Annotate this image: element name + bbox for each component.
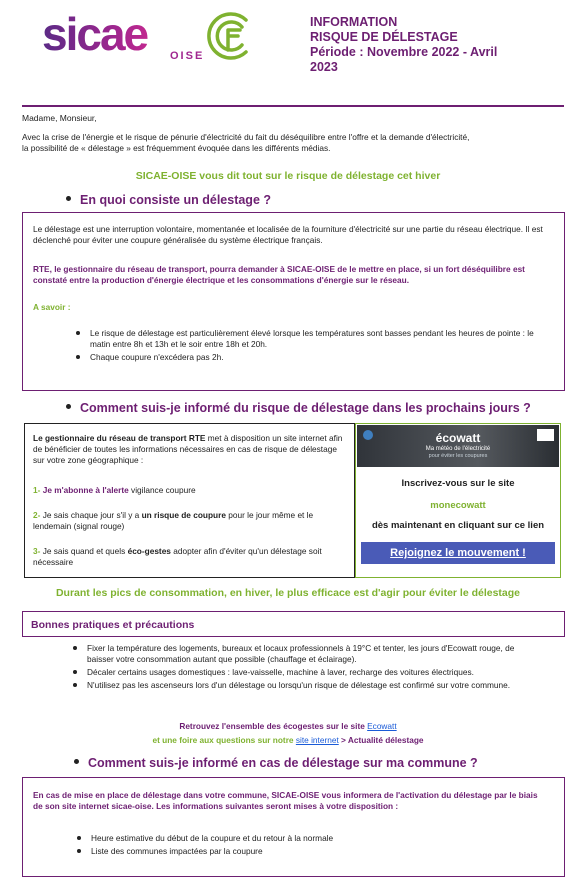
section3-title-text: Comment suis-je informé en cas de délestage sur ma commune ? — [88, 756, 478, 770]
step-1-bold: Je m'abonne à l'alerte — [42, 485, 129, 495]
tagline2: Durant les pics de consommation, en hiver, le plus efficace est d'agir pour éviter le délestage — [55, 587, 521, 599]
section3-title — [74, 756, 478, 770]
salutation: Madame, Monsieur, — [22, 113, 97, 123]
section3-box — [22, 777, 565, 877]
ecowatt-box — [355, 423, 561, 578]
step-1-number: 1 — [33, 485, 38, 495]
header-title-line1: INFORMATION — [310, 15, 398, 29]
step-3-rest: adopter afin d'éviter qu'un délestage soit nécessaire — [33, 546, 322, 567]
ecowatt-subtitle2: pour éviter les coupures — [428, 453, 488, 459]
a-savoir-list — [76, 328, 556, 365]
join-movement-button[interactable]: Rejoignez le mouvement ! — [361, 542, 555, 564]
section1-title — [66, 193, 271, 207]
step-1-text: vigilance coupure — [128, 485, 196, 495]
good-practices-header — [22, 611, 565, 637]
section2-title — [66, 401, 531, 415]
intro-paragraph — [22, 132, 567, 153]
ecowatt-site-name: monecowatt — [430, 500, 486, 511]
logo-sub: OISE — [170, 50, 205, 62]
header-divider — [22, 105, 564, 107]
ecowatt-subtitle: Ma météo de l'électricité — [425, 446, 491, 452]
sicae-oise-logo — [42, 10, 257, 62]
intro-line2: la possibilité de « délestage » est fréquemment évoquée dans les différents médias. — [22, 142, 331, 153]
step-3-bold: éco-gestes — [127, 546, 171, 556]
section2-title-text: Comment suis-je informé du risque de délestage dans les prochains jours ? — [80, 401, 531, 415]
faq-links — [0, 735, 576, 745]
section1-paragraph1: Le délestage est une interruption volontaire, momentanée et localisée de la fourniture d'électricité sur une partie du réseau électrique. Il est déclenché pour éviter une coupure généralisée du système électrique français. — [33, 224, 543, 245]
good-practices-list — [73, 643, 543, 693]
list-item: Fixer la température des logements, bureaux et locaux professionnels à 19°C et tenter, les jours d'Ecowatt rouge, de baisser votre consommation autant que possible (chauffage et éclairage). — [73, 643, 543, 665]
ecowatt-line1: Inscrivez-vous sur le site — [401, 478, 515, 489]
step-3-text: Je sais quand et quels — [40, 546, 128, 556]
section3-list — [77, 833, 537, 859]
good-practices-title: Bonnes pratiques et précautions — [31, 619, 195, 631]
header-title-line3: Période : Novembre 2022 - Avril — [310, 45, 498, 59]
ecowatt-link[interactable]: Ecowatt — [367, 721, 397, 731]
section1-title-text: En quoi consiste un délestage ? — [80, 193, 272, 207]
step-2-bold: un risque de coupure — [141, 510, 226, 520]
rte-info-box — [24, 423, 355, 578]
header-title-line4: 2023 — [310, 60, 338, 74]
ecogestes-links — [0, 721, 576, 731]
step-2-number: 2 — [33, 510, 38, 520]
list-item: Le risque de délestage est particulièrement élevé lorsque les températures sont basses pendant les heures de pointe : le matin entre 8h et 13h et le soir entre 18h et 20h. — [76, 328, 556, 350]
step-3: 3- Je sais quand et quels éco-gestes adopter afin d'éviter qu'un délestage soit nécessaire — [33, 546, 322, 567]
intro-line1: Avec la crise de l'énergie et le risque de pénurie d'électricité du fait du déséquilibre entre l'offre et la demande d'électricité, — [22, 132, 470, 142]
ecowatt-logo-text: écowatt — [435, 431, 481, 445]
header-title — [310, 15, 560, 75]
list-item: Décaler certains usages domestiques : lave-vaisselle, machine à laver, recharge des voitures électriques. — [73, 667, 543, 678]
step-2-text: Je sais chaque jour s'il y a — [40, 510, 142, 520]
section1-paragraph2: RTE, le gestionnaire du réseau de transport, pourra demander à SICAE-OISE de le mettre en place, si un fort déséquilibre est constaté entre la production d'énergie électrique et les consommations d'énergie sur le réseau. — [33, 264, 525, 285]
site-internet-link[interactable]: site internet — [295, 735, 339, 745]
list-item: Chaque coupure n'excédera pas 2h. — [76, 352, 556, 363]
list-item: Liste des communes impactées par la coupure — [77, 846, 537, 857]
section3-paragraph: En cas de mise en place de délestage dans votre commune, SICAE-OISE vous informera de l'activation du délestage par le biais de son site internet sicae-oise. Les informations suivantes seront mises à votre disposition : — [33, 790, 538, 811]
faq-text: et une foire aux questions sur notre — [152, 735, 296, 745]
rte-text: met à disposition un site internet afin de bénéficier de toutes les informations nécessaires en cas de risque de délestage sur votre zone géographique : — [33, 433, 343, 465]
bullet-icon — [66, 404, 71, 409]
logo-text: sicae — [42, 10, 148, 60]
step-1: 1- Je m'abonne à l'alerte vigilance coupure — [33, 485, 196, 495]
faq-tail: > Actualité délestage — [338, 735, 424, 745]
list-item: N'utilisez pas les ascenseurs lors d'un délestage ou lorsqu'un risque de délestage est confirmé sur votre commune. — [73, 680, 543, 691]
step-3-number: 3 — [33, 546, 38, 556]
rte-bold: Le gestionnaire du réseau de transport RTE — [33, 433, 206, 443]
ecowatt-banner[interactable] — [357, 425, 559, 467]
ecowatt-line3: dès maintenant en cliquant sur ce lien — [371, 520, 545, 531]
bullet-icon — [74, 759, 79, 764]
list-item: Heure estimative du début de la coupure et du retour à la normale — [77, 833, 537, 844]
bullet-icon — [66, 196, 71, 201]
step-2: 2- Je sais chaque jour s'il y a un risque de coupure pour le jour même et le lendemain (signal rouge) — [33, 510, 314, 531]
header-title-line2: RISQUE DE DÉLESTAGE — [310, 30, 458, 44]
step-2-rest: pour le jour même et le lendemain (signal rouge) — [33, 510, 314, 531]
logo-symbol-icon — [209, 14, 246, 58]
section1-box — [22, 212, 565, 391]
a-savoir-label: A savoir : — [33, 302, 71, 312]
ecogestes-text: Retrouvez l'ensemble des écogestes sur le site — [179, 721, 368, 731]
tagline: SICAE-OISE vous dit tout sur le risque de délestage cet hiver — [135, 170, 441, 182]
rte-paragraph — [33, 433, 345, 466]
